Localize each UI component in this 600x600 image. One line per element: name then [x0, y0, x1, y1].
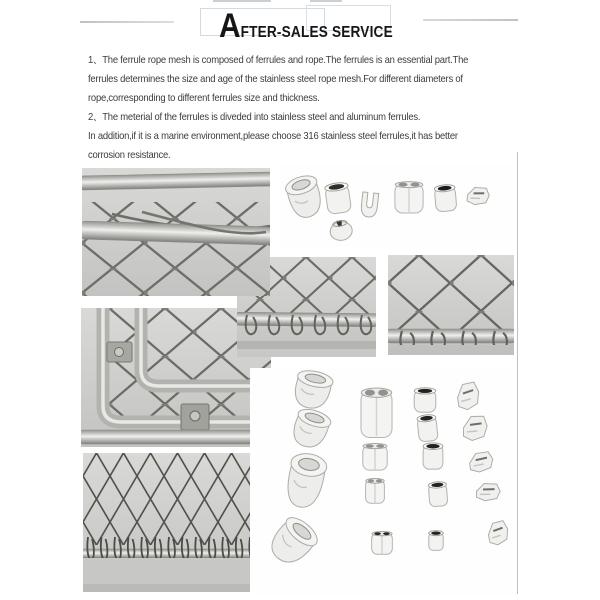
page-title: AFTER-SALES SERVICE [219, 7, 393, 45]
photo-mesh-closeup-right [388, 255, 514, 355]
photo-mesh-rails [82, 168, 270, 296]
description-line-6: corrosion resistance. [88, 149, 171, 161]
photo-mesh-bottom [83, 453, 273, 592]
single-ferrule-illustration [428, 481, 448, 507]
double-ferrule-illustration [395, 182, 423, 213]
description-line-5: In addition,if it is a marine environment,please choose 316 stainless steel ferrules,it has better [88, 130, 458, 142]
double-ferrule-illustration [361, 388, 392, 437]
double-ferrule-illustration [366, 479, 385, 504]
description-line-3: rope,corresponding to different ferrules size and thickness. [88, 92, 320, 104]
single-ferrule-illustration [434, 184, 457, 212]
description-line-1: 1、The ferrule rope mesh is composed of ferrules and rope.The ferrules is an essential part.The [88, 54, 469, 66]
double-ferrule-illustration [363, 444, 387, 471]
single-ferrule-illustration [417, 414, 439, 442]
description-line-4: 2、The meterial of the ferrules is diveded into stainless steel and aluminum ferrules. [88, 111, 421, 123]
single-ferrule-illustration [429, 531, 443, 551]
single-ferrule-illustration [423, 443, 443, 469]
ferrule-samples-top [280, 165, 512, 247]
ferrule-samples-bottom [250, 368, 516, 595]
double-ferrule-illustration [372, 531, 393, 554]
single-ferrule-illustration [324, 181, 351, 214]
right-border-line [517, 152, 518, 594]
description-line-2: ferrules determines the size and age of the stainless steel rope mesh.For different diameters of [88, 73, 463, 85]
single-ferrule-illustration [414, 388, 436, 412]
